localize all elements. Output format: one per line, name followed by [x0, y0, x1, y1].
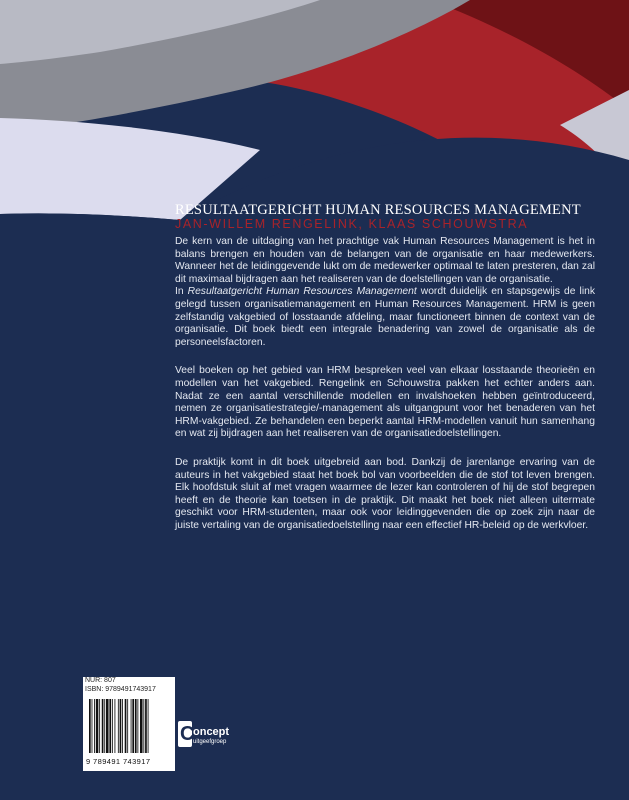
- publisher-subname: uitgeefgroep: [193, 739, 227, 745]
- paragraph-practice: De praktijk komt in dit boek uitgebreid aan bod. Dankzij de jarenlange ervaring van de auteurs in het vakgebied staat het boek bol van voorbeelden die de stof tot leven brengen. Elk hoofdstuk sluit af met vragen waarmee de lezer kan controleren of hij de stof begrepen heeft en de theorie kan toetsen in de praktijk. Dit maakt het boek niet alleen uitermate geschikt voor HRM-studenten, maar ook voor leidinggevenden die op zoek zijn naar de juiste vertaling van de organisatiedoelstelling naar een effectief HR-beleid op de werkvloer.: [175, 456, 595, 531]
- paragraph-models: Veel boeken op het gebied van HRM bespreken veel van elkaar losstaande theorieën en modellen van het vakgebied. Rengelink en Schouwstra pakken het echter anders aan. Nadat ze een aantal verschillende modellen en invalshoeken hebben geïntroduceerd, nemen ze organisatiestrategie/-management als uitgangpunt voor het benaderen van het HRM-vakgebied. Ze behandelen een beperkt aantal HRM-modellen vanuit hun samenhang en wat zij bijdragen aan het realiseren van de organisatiedoelstellingen.: [175, 365, 595, 440]
- book-authors: JAN-WILLEM RENGELINK, KLAAS SCHOUWSTRA: [175, 217, 529, 231]
- isbn-code: ISBN: 9789491743917: [85, 685, 156, 693]
- isbn-box: [83, 677, 175, 771]
- book-title: RESULTAATGERICHT HUMAN RESOURCES MANAGEMENT: [175, 202, 581, 218]
- book-title-italic: Resultaatgericht Human Resources Management: [187, 286, 417, 298]
- barcode-number: 9 789491 743917: [86, 756, 151, 766]
- publisher-logo: [178, 721, 228, 759]
- publisher-name: oncept: [193, 726, 230, 738]
- publisher-logo-mark: [178, 721, 195, 747]
- back-cover-text: [175, 236, 595, 548]
- publisher-initial: C: [180, 723, 195, 745]
- paragraph-approach-prefix: In: [175, 286, 188, 298]
- nur-code: NUR: 807: [85, 677, 116, 684]
- barcode-icon: [87, 697, 171, 757]
- paragraph-approach: [175, 286, 595, 349]
- paragraph-approach-rest: wordt duidelijk en stapsgewijs de link gelegd tussen organisatiemanagement en Human Resources Management. HRM is geen zelfstandig vakgebied of losstaande afdeling, maar functioneert binnen de context van de organisatie. Dit boek biedt een integrale benadering van zowel de organisatie als de personeelsfactoren.: [175, 286, 595, 348]
- paragraph-intro: De kern van de uitdaging van het prachtige vak Human Resources Management is het in balans brengen en houden van de belangen van de organisatie en haar medewerkers. Wanneer het de leidinggevende lukt om de medewerker optimaal te laten presteren, dan zal dit maximaal bijdragen aan het realiseren van de doelstellingen van de organisatie.: [175, 236, 595, 285]
